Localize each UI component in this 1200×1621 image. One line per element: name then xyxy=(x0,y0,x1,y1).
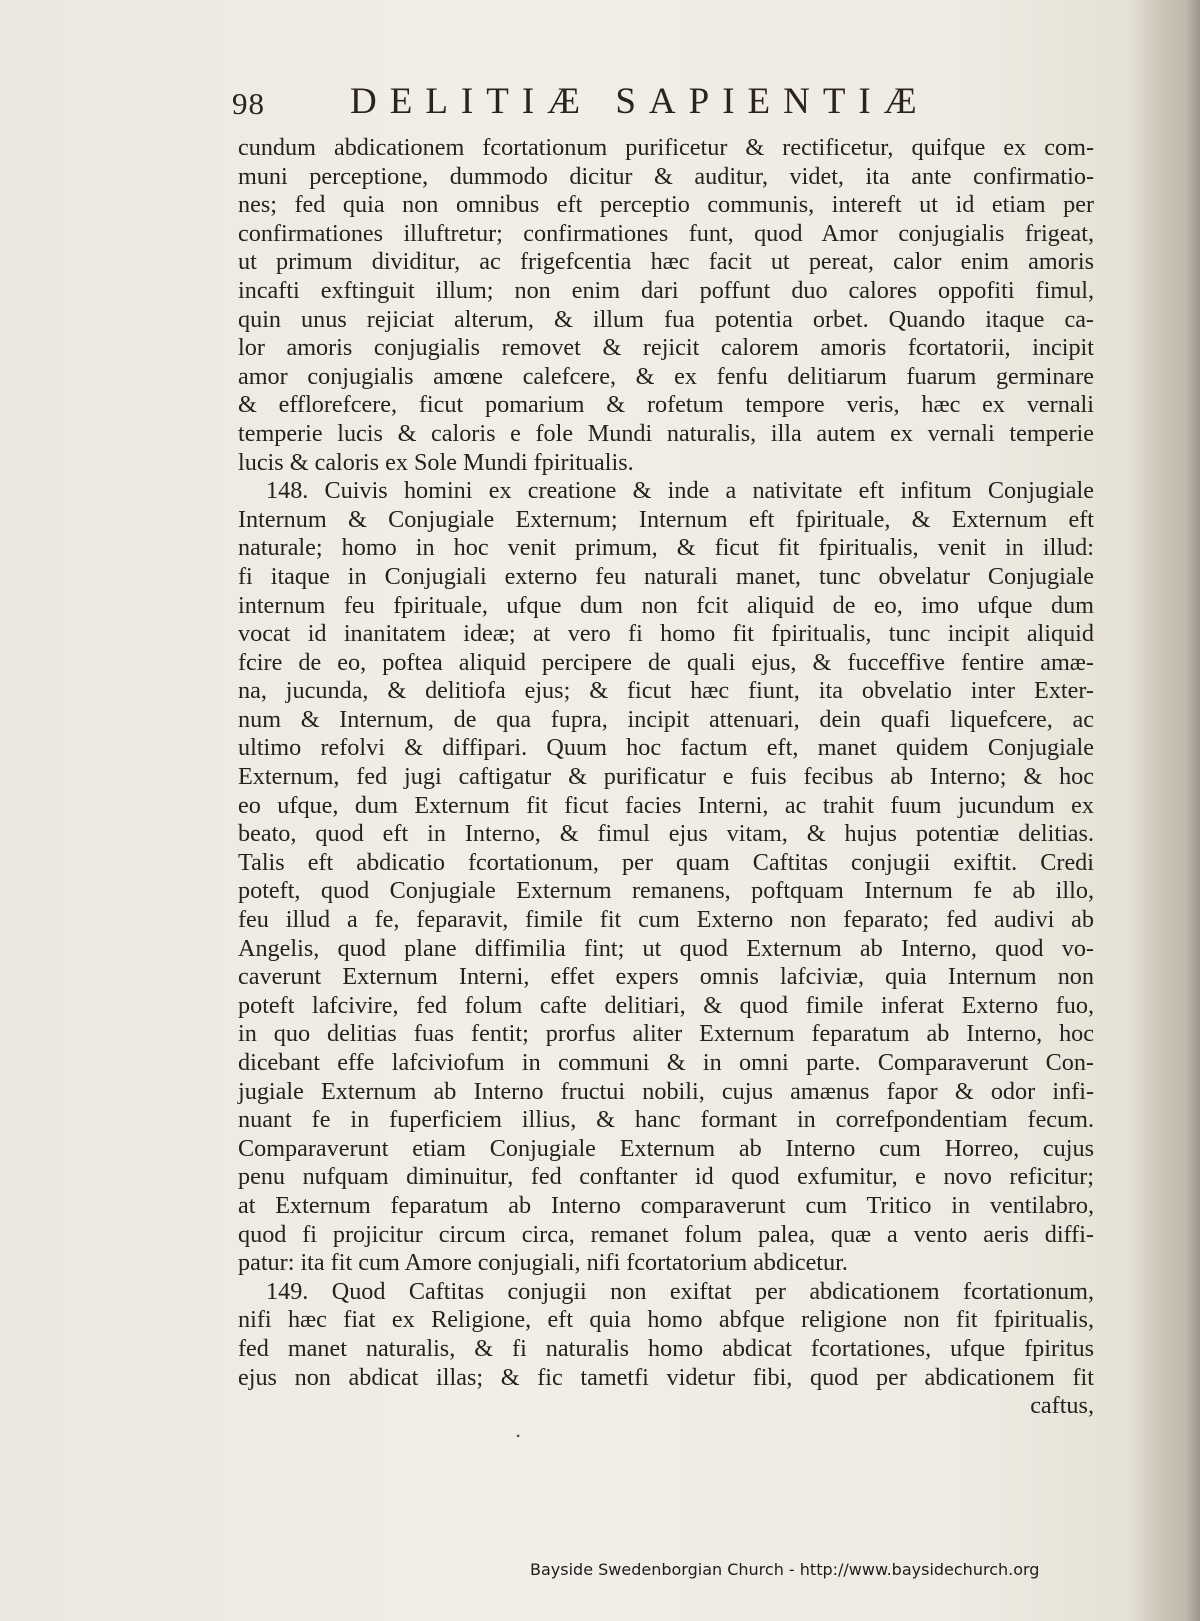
page-gutter-shadow xyxy=(1184,0,1200,1621)
text-line: amor conjugialis amœne calefcere, & ex fenfu delitiarum fuarum germinare xyxy=(238,362,1094,390)
text-line: jugiale Externum ab Interno fructui nobili, cujus amænus fapor & odor infi- xyxy=(238,1077,1094,1105)
text-line: 149. Quod Caftitas conjugii non exiftat per abdicationem fcortationum, xyxy=(266,1277,1094,1305)
page-header xyxy=(228,72,988,122)
text-line: Angelis, quod plane diffimilia fint; ut quod Externum ab Interno, quod vo- xyxy=(238,934,1094,962)
text-line: quod fi projicitur circum circa, remanet folum palea, quæ a vento aeris diffi- xyxy=(238,1220,1094,1248)
text-line: ut primum dividitur, ac frigefcentia hæc facit ut pereat, calor enim amoris xyxy=(238,248,1094,276)
text-line: caftus, xyxy=(1030,1392,1094,1420)
text-line: poteft lafcivire, fed folum cafte delitiari, & quod fimile inferat Externo fuo, xyxy=(238,991,1094,1019)
page-number: 98 xyxy=(232,86,265,121)
text-line: caverunt Externum Interni, effet expers omnis lafciviæ, quia Internum non xyxy=(238,963,1094,991)
text-line: nes; fed quia non omnibus eft perceptio communis, intereft ut id etiam per xyxy=(238,191,1094,219)
text-line: beato, quod eft in Interno, & fimul ejus vitam, & hujus potentiæ delitias. xyxy=(238,820,1094,848)
text-line: naturale; homo in hoc venit primum, & ficut fit fpiritualis, venit in illud: xyxy=(238,534,1094,562)
body-text xyxy=(238,134,1094,1421)
text-line: incafti exftinguit illum; non enim dari poffunt duo calores oppofiti fimul, xyxy=(238,276,1094,304)
text-line: 148. Cuivis homini ex creatione & inde a nativitate eft infitum Conjugiale xyxy=(266,477,1094,505)
text-line: nifi hæc fiat ex Religione, eft quia homo abfque religione non fit fpiritualis, xyxy=(238,1306,1094,1334)
text-line: in quo delitias fuas fentit; prorfus aliter Externum feparatum ab Interno, hoc xyxy=(238,1020,1094,1048)
text-line: Comparaverunt etiam Conjugiale Externum ab Interno cum Horreo, cujus xyxy=(238,1134,1094,1162)
text-line: fi itaque in Conjugiali externo feu naturali manet, tunc obvelatur Conjugiale xyxy=(238,562,1094,590)
text-line: na, jucunda, & delitiofa ejus; & ficut hæc fiunt, ita obvelatio inter Exter- xyxy=(238,677,1094,705)
text-line: quin unus rejiciat alterum, & illum fua potentia orbet. Quando itaque ca- xyxy=(238,305,1094,333)
text-line: feu illud a fe, feparavit, fimile fit cum Externo non feparato; fed audivi ab xyxy=(238,906,1094,934)
text-line: poteft, quod Conjugiale Externum remanens, poftquam Internum fe ab illo, xyxy=(238,877,1094,905)
text-line: nuant fe in fuperficiem illius, & hanc formant in correfpondentiam fecum. xyxy=(238,1106,1094,1134)
text-line: Internum & Conjugiale Externum; Internum eft fpirituale, & Externum eft xyxy=(238,505,1094,533)
text-line: eo ufque, dum Externum fit ficut facies Interni, ac trahit fuum jucundum ex xyxy=(238,791,1094,819)
text-line: penu nufquam diminuitur, fed conftanter id quod exfumitur, e novo reficitur; xyxy=(238,1163,1094,1191)
text-line: lor amoris conjugialis removet & rejicit calorem amoris fcortatorii, incipit xyxy=(238,334,1094,362)
text-line: confirmationes illuftretur; confirmationes funt, quod Amor conjugialis frigeat, xyxy=(238,219,1094,247)
text-line: num & Internum, de qua fupra, incipit attenuari, dein quafi liquefcere, ac xyxy=(238,705,1094,733)
text-line: & efflorefcere, ficut pomarium & rofetum tempore veris, hæc ex vernali xyxy=(238,391,1094,419)
text-line: temperie lucis & caloris e fole Mundi naturalis, illa autem ex vernali temperie xyxy=(238,419,1094,447)
text-line: ejus non abdicat illas; & fic tametfi videtur fibi, quod per abdicationem fit xyxy=(238,1363,1094,1391)
text-line: fcire de eo, poftea aliquid percipere de quali ejus, & fucceffive fentire amæ- xyxy=(238,648,1094,676)
text-line: ultimo refolvi & diffipari. Quum hoc factum eft, manet quidem Conjugiale xyxy=(238,734,1094,762)
text-line: patur: ita fit cum Amore conjugiali, nifi fcortatorium abdicetur. xyxy=(238,1249,848,1277)
text-line: muni perceptione, dummodo dicitur & auditur, videt, ita ante confirmatio- xyxy=(238,162,1094,190)
footer-watermark: Bayside Swedenborgian Church - http://www.baysidechurch.org xyxy=(530,1560,1040,1579)
text-line: vocat id inanitatem ideæ; at vero fi homo fit fpiritualis, tunc incipit aliquid xyxy=(238,620,1094,648)
text-line: Externum, fed jugi caftigatur & purificatur e fuis fecibus ab Interno; & hoc xyxy=(238,763,1094,791)
text-line: at Externum feparatum ab Interno comparaverunt cum Tritico in ventilabro, xyxy=(238,1191,1094,1219)
text-line: lucis & caloris ex Sole Mundi fpiritualis. xyxy=(238,448,634,476)
text-line: internum feu fpirituale, ufque dum non fcit aliquid de eo, imo ufque dum xyxy=(238,591,1094,619)
text-line: cundum abdicationem fcortationum purificetur & rectificetur, quifque ex com- xyxy=(238,134,1094,161)
text-line: fed manet naturalis, & fi naturalis homo abdicat fcortationes, ufque fpiritus xyxy=(238,1334,1094,1362)
text-line: dicebant effe lafciviofum in communi & in omni parte. Comparaverunt Con- xyxy=(238,1049,1094,1076)
ink-speck-ornament: • xyxy=(516,1429,521,1443)
text-line: Talis eft abdicatio fcortationum, per quam Caftitas conjugii exiftit. Credi xyxy=(238,848,1094,876)
running-title: DELITIÆ SAPIENTIÆ xyxy=(350,81,930,122)
